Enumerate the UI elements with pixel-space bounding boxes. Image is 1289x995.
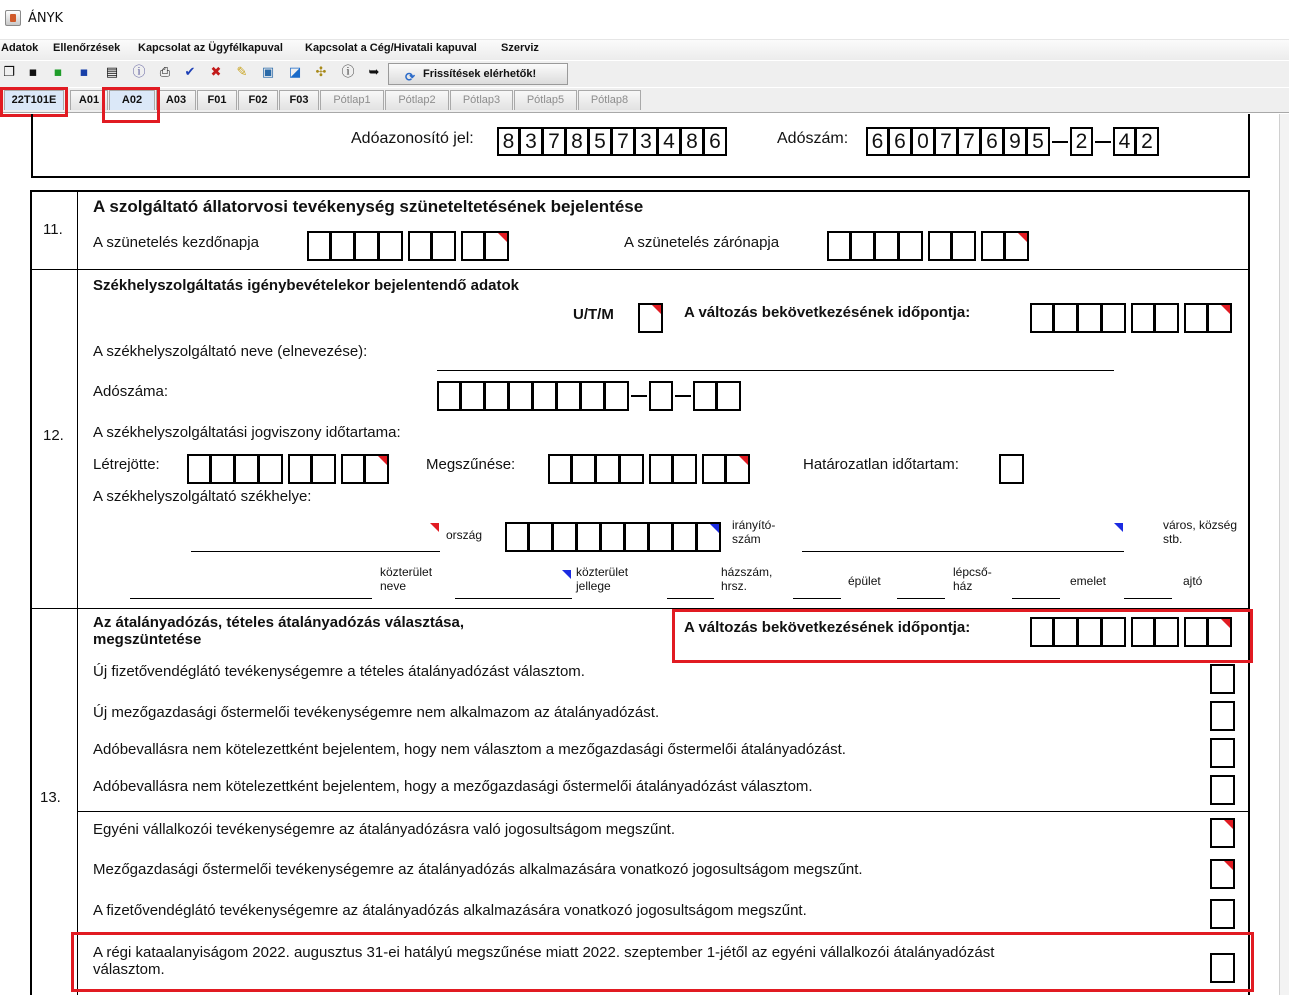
input-cell[interactable] [952, 231, 976, 261]
input-cell[interactable] [601, 522, 625, 552]
input-cell[interactable] [596, 454, 620, 484]
form-tab-bar [0, 88, 1289, 113]
section-12-number: 12. [43, 427, 64, 444]
calculator-icon[interactable]: ✣ [315, 65, 327, 80]
input-cell[interactable] [1155, 303, 1179, 333]
updates-available-label: Frissítések elérhetők! [423, 68, 537, 80]
input-cell[interactable] [355, 231, 379, 261]
suspension-end-label: A szünetelés zárónapja [624, 234, 780, 251]
input-cell[interactable] [1102, 303, 1126, 333]
option-6-checkbox[interactable] [1210, 859, 1235, 889]
input-cell[interactable] [485, 381, 509, 411]
input-cell[interactable] [461, 381, 485, 411]
input-cell[interactable] [673, 522, 697, 552]
input-cell[interactable] [553, 522, 577, 552]
input-cell[interactable] [312, 454, 336, 484]
tab-potlap1[interactable]: Pótlap1 [320, 90, 384, 110]
tax-id-digit[interactable]: 3 [520, 127, 543, 156]
section-12-title: Székhelyszolgáltatás igénybevételekor bejelentendő adatok [93, 277, 519, 294]
input-cell[interactable] [899, 231, 923, 261]
option-3-label: Adóbevallásra nem kötelezettként bejelentem, hogy nem választom a mezőgazdasági őstermelői átalányadózást. [93, 741, 846, 758]
input-cell[interactable] [1030, 303, 1054, 333]
city-field[interactable] [802, 551, 1124, 552]
input-cell[interactable] [509, 381, 533, 411]
tax-id-digit[interactable]: 7 [612, 127, 635, 156]
duration-label: A székhelyszolgáltatási jogviszony időtartama: [93, 424, 401, 441]
country-field[interactable] [191, 551, 440, 552]
section-12-change-date[interactable] [1030, 303, 1232, 333]
tab-f02[interactable]: F02 [238, 90, 278, 110]
input-cell[interactable] [717, 381, 741, 411]
input-cell[interactable] [605, 381, 629, 411]
header-box-left [31, 114, 33, 178]
input-cell[interactable] [827, 231, 851, 261]
row-divider-13-inner [78, 811, 1249, 812]
provider-tax-number-label: Adószáma: [93, 383, 169, 400]
section-13-change-date-label: A változás bekövetkezésének időpontja: [684, 619, 971, 636]
menu-ceg-hivatali-kapu[interactable]: Kapcsolat a Cég/Hivatali kapuval [305, 42, 477, 54]
building-label: épület [848, 574, 881, 588]
menu-ugyfelkapu[interactable]: Kapcsolat az Ügyfélkapuval [138, 42, 283, 54]
input-cell[interactable] [577, 522, 601, 552]
input-cell[interactable] [693, 381, 717, 411]
tab-f01[interactable]: F01 [197, 90, 237, 110]
option-2-label: Új mezőgazdasági őstermelői tevékenységemre nem alkalmazom az átalányadózást. [93, 704, 660, 721]
save-blue-icon[interactable]: ▪ [79, 65, 89, 80]
door-label: ajtó [1183, 574, 1203, 588]
input-cell[interactable] [365, 454, 389, 484]
suspension-end-date[interactable] [827, 231, 1029, 261]
updates-available-button[interactable] [388, 63, 568, 85]
tab-potlap2[interactable]: Pótlap2 [385, 90, 449, 110]
tax-number-label: Adószám: [777, 130, 849, 147]
highlight-tab-22t101e [0, 87, 68, 117]
input-cell[interactable] [1184, 303, 1208, 333]
input-cell[interactable] [408, 231, 432, 261]
tab-22t101e[interactable]: 22T101E [4, 90, 64, 110]
input-cell[interactable] [702, 454, 726, 484]
zip-label: irányító-szám [732, 518, 776, 546]
input-cell[interactable] [235, 454, 259, 484]
input-cell[interactable] [581, 381, 605, 411]
tax-number-digit[interactable]: 6 [866, 127, 889, 156]
tax-id-digit[interactable]: 5 [589, 127, 612, 156]
input-cell[interactable] [307, 231, 331, 261]
input-cell[interactable] [529, 522, 553, 552]
tax-id-digit[interactable]: 8 [681, 127, 704, 156]
menu-ellenorzesek[interactable]: Ellenőrzések [53, 42, 121, 54]
table-top [30, 190, 1250, 192]
house-number-label: házszám, hrsz. [721, 565, 773, 593]
highlight-option-8 [71, 932, 1254, 992]
input-cell[interactable] [557, 381, 581, 411]
input-cell[interactable] [625, 522, 649, 552]
terminal-icon[interactable]: ▣ [261, 65, 275, 80]
header-box-bottom [31, 176, 1250, 178]
option-4-checkbox[interactable] [1210, 775, 1235, 805]
building-field[interactable] [793, 598, 841, 599]
table-left [30, 190, 32, 995]
print-icon[interactable]: ⎙ [159, 65, 171, 80]
copy-icon[interactable]: ❐ [3, 65, 15, 80]
street-name-label: közterület neve [380, 565, 433, 593]
menu-adatok[interactable]: Adatok [1, 42, 39, 54]
delete-icon[interactable]: ✖ [210, 65, 222, 80]
tax-number-digit[interactable]: 6 [981, 127, 1004, 156]
section-12-change-date-label: A változás bekövetkezésének időpontja: [684, 304, 971, 321]
dash-separator [629, 381, 649, 410]
input-cell[interactable] [288, 454, 312, 484]
tab-potlap5[interactable]: Pótlap5 [514, 90, 577, 110]
tab-a03[interactable]: A03 [156, 90, 196, 110]
zip-code-field[interactable] [505, 522, 721, 552]
export-icon[interactable]: ➥ [368, 65, 380, 80]
input-cell[interactable] [533, 381, 557, 411]
input-cell[interactable] [673, 454, 697, 484]
tax-number-county-digit[interactable]: 2 [1136, 127, 1159, 156]
option-7-label: A fizetővendéglátó tevékenységemre az átalányadózás alkalmazására vonatkozó jogosultságom megszűnt. [93, 902, 807, 919]
input-cell[interactable] [259, 454, 283, 484]
tab-a02[interactable]: A02 [109, 90, 155, 110]
section-11-number: 11. [43, 221, 63, 238]
refresh-icon: ⟳ [405, 70, 416, 84]
provider-name-label: A székhelyszolgáltató neve (elnevezése): [93, 343, 368, 360]
toolbar [0, 61, 1289, 87]
vertical-scrollbar[interactable] [1279, 114, 1289, 995]
input-cell[interactable] [572, 454, 596, 484]
input-cell[interactable] [548, 454, 572, 484]
input-cell[interactable] [649, 454, 673, 484]
input-cell[interactable] [461, 231, 485, 261]
street-name-field[interactable] [130, 598, 372, 599]
suspension-start-date[interactable] [307, 231, 509, 261]
floor-label: emelet [1070, 574, 1107, 588]
dash-separator [1093, 127, 1113, 156]
input-cell[interactable] [851, 231, 875, 261]
highlight-tab-a02 [102, 87, 160, 123]
option-2-checkbox[interactable] [1210, 701, 1235, 731]
input-cell[interactable] [875, 231, 899, 261]
row-divider-11-12 [30, 269, 1250, 270]
door-field[interactable] [1124, 598, 1172, 599]
tab-potlap3[interactable]: Pótlap3 [450, 90, 513, 110]
input-cell[interactable] [331, 231, 355, 261]
input-cell[interactable] [505, 522, 529, 552]
input-cell[interactable] [341, 454, 365, 484]
indefinite-label: Határozatlan időtartam: [803, 456, 959, 473]
check-icon[interactable]: ✔ [184, 65, 196, 80]
input-cell[interactable] [649, 381, 673, 411]
menu-bar [0, 40, 1289, 60]
tax-number-digit[interactable]: 7 [935, 127, 958, 156]
input-cell[interactable] [1054, 303, 1078, 333]
dash-separator [673, 381, 693, 410]
suspension-start-label: A szünetelés kezdőnapja [93, 234, 259, 251]
option-7-checkbox[interactable] [1210, 899, 1235, 929]
input-cell[interactable] [187, 454, 211, 484]
input-cell[interactable] [649, 522, 673, 552]
section-13-number: 13. [40, 789, 61, 806]
provider-tax-number-field[interactable] [437, 381, 741, 411]
tax-number-digit[interactable]: 5 [1027, 127, 1050, 156]
created-date[interactable] [187, 454, 389, 484]
tax-id-digit[interactable]: 7 [543, 127, 566, 156]
tax-number-digit[interactable]: 9 [1004, 127, 1027, 156]
staircase-field[interactable] [897, 598, 945, 599]
save-icon[interactable]: ▪ [28, 65, 38, 80]
tax-id-label: Adóazonosító jel: [351, 130, 474, 147]
option-8-label: A régi kataalanyiságom 2022. augusztus 31-ei hatályú megszűnése miatt 2022. szeptember 1-jétől az egyéni vállalkozói átalányadózást választom. [93, 944, 995, 978]
ended-date[interactable] [548, 454, 750, 484]
tax-id-digits[interactable] [497, 127, 727, 156]
indefinite-checkbox[interactable] [999, 454, 1024, 484]
option-3-checkbox[interactable] [1210, 738, 1235, 768]
tax-id-digit[interactable]: 8 [566, 127, 589, 156]
staircase-label: lépcső-ház [953, 565, 992, 593]
input-cell[interactable] [485, 231, 509, 261]
input-cell[interactable] [620, 454, 644, 484]
section-13-title: Az átalányadózás, tételes átalányadózás választása, megszüntetése [93, 614, 465, 648]
number-column-divider [77, 190, 78, 995]
input-cell[interactable] [437, 381, 461, 411]
ended-label: Megszűnése: [426, 456, 516, 473]
street-type-label: közterület jellege [576, 565, 629, 593]
tax-number-digit[interactable]: 0 [912, 127, 935, 156]
tax-number-vat-digit[interactable]: 2 [1070, 127, 1093, 156]
option-5-checkbox[interactable] [1210, 818, 1235, 848]
tax-id-digit[interactable]: 4 [658, 127, 681, 156]
tab-potlap8[interactable]: Pótlap8 [578, 90, 641, 110]
city-label: város, község stb. [1163, 518, 1238, 546]
section-11-title: A szolgáltató állatorvosi tevékenység szüneteltetésének bejelentése [93, 197, 644, 216]
tax-number-digit[interactable]: 7 [958, 127, 981, 156]
country-required-marker [430, 523, 439, 532]
input-cell[interactable] [1131, 303, 1155, 333]
input-cell[interactable] [1078, 303, 1102, 333]
house-number-field[interactable] [667, 598, 714, 599]
country-label: ország [446, 528, 483, 542]
city-lookup-marker [1114, 523, 1123, 532]
input-cell[interactable] [432, 231, 456, 261]
tax-id-digit[interactable]: 3 [635, 127, 658, 156]
floor-field[interactable] [1012, 598, 1060, 599]
input-cell[interactable] [1208, 303, 1232, 333]
input-cell[interactable] [697, 522, 721, 552]
input-cell[interactable] [1005, 231, 1029, 261]
input-cell[interactable] [379, 231, 403, 261]
dash-separator [1050, 127, 1070, 156]
tab-f03[interactable]: F03 [279, 90, 319, 110]
info-filter-icon[interactable]: ⓘ [132, 65, 146, 80]
title-bar [0, 0, 1289, 40]
input-cell[interactable] [211, 454, 235, 484]
about-icon[interactable]: ⓘ [341, 65, 355, 80]
seat-label: A székhelyszolgáltató székhelye: [93, 488, 312, 505]
java-app-icon [5, 10, 21, 26]
option-1-label: Új fizetővendéglátó tevékenységemre a tételes átalányadózást választom. [93, 663, 585, 680]
option-6-label: Mezőgazdasági őstermelői tevékenységemre az átalányadózás alkalmazására vonatkozó jogosultságom megszűnt. [93, 861, 863, 878]
table-right [1248, 190, 1250, 995]
street-type-field[interactable] [455, 598, 572, 599]
tax-number-digits[interactable] [866, 127, 1159, 156]
option-5-label: Egyéni vállalkozói tevékenységemre az átalányadózásra való jogosultságom megszűnt. [93, 821, 675, 838]
input-cell[interactable] [981, 231, 1005, 261]
edit-form-icon[interactable]: ▤ [105, 65, 119, 80]
tax-id-digit[interactable]: 8 [497, 127, 520, 156]
book-icon[interactable]: ◪ [288, 65, 302, 80]
street-type-lookup-marker [562, 570, 571, 579]
created-label: Létrejötte: [93, 456, 160, 473]
tab-a01[interactable]: A01 [70, 90, 108, 110]
option-4-label: Adóbevallásra nem kötelezettként bejelentem, hogy a mezőgazdasági őstermelői átalányadózást választom. [93, 778, 813, 795]
menu-szerviz[interactable]: Szerviz [501, 42, 539, 54]
tax-number-digit[interactable]: 6 [889, 127, 912, 156]
tax-number-county-digit[interactable]: 4 [1113, 127, 1136, 156]
option-1-checkbox[interactable] [1210, 664, 1235, 694]
input-cell[interactable] [726, 454, 750, 484]
utm-field[interactable] [638, 303, 663, 333]
pencil-icon[interactable]: ✎ [236, 65, 248, 80]
save-green-icon[interactable]: ▪ [53, 65, 63, 80]
header-box-right [1248, 114, 1250, 178]
tax-id-digit[interactable]: 6 [704, 127, 727, 156]
input-cell[interactable] [928, 231, 952, 261]
highlight-change-date [672, 609, 1253, 663]
window-title: ÁNYK [28, 11, 64, 26]
provider-name-field[interactable] [437, 370, 1114, 371]
utm-label: U/T/M [573, 306, 614, 323]
